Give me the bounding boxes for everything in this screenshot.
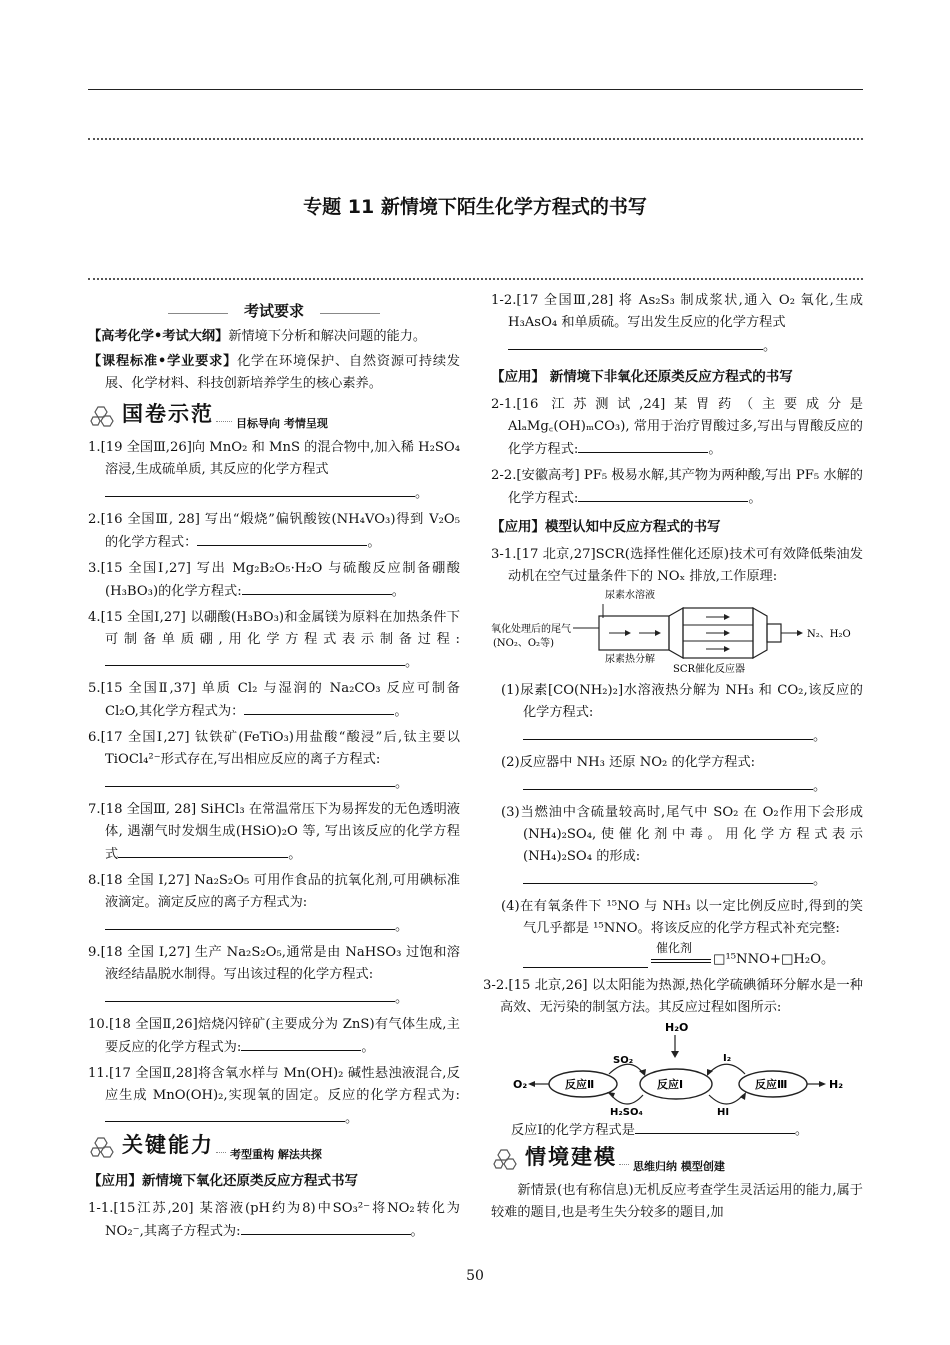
- sub-question-2: (2)反应器中 NH₃ 还原 NO₂ 的化学方程式:: [501, 755, 756, 770]
- answer-blank-2-1[interactable]: [578, 438, 708, 453]
- hex-badge-icon: [493, 1148, 521, 1172]
- inlet-label-1: 氧化处理后的尾气: [491, 624, 571, 635]
- question-8: 8.[18 全国 I,27] Na₂S₂O₅ 可用作食品的抗氧化剂,可用碘标准液滴定。滴定反应的离子方程式为:: [88, 873, 460, 910]
- answer-blank-9[interactable]: [105, 987, 395, 1002]
- question-10: 10.[18 全国Ⅱ,26]焙烧闪锌矿(主要成分为 ZnS)有气体生成,主要反应的化学方程式为: 。: [88, 1017, 460, 1055]
- question-1: 1.[19 全国Ⅲ,26]向 MnO₂ 和 MnS 的混合物中,加入稀 H₂SO₄ 溶浸,生成硫单质, 其反应的化学方程式: [88, 440, 460, 477]
- answer-blank-3-2[interactable]: [635, 1119, 795, 1134]
- banner-key-ability: [88, 1134, 460, 1164]
- answer-blank-1-1[interactable]: [241, 1220, 411, 1235]
- banner-national-subtitle: 目标导向 考情呈现: [236, 417, 328, 430]
- answer-blank-11[interactable]: [105, 1107, 345, 1122]
- answer-blank-2[interactable]: [197, 531, 367, 546]
- equation-tail: □¹⁵NNO+□H₂O。: [713, 952, 835, 967]
- closing-paragraph: 新情景(也有称信息)无机反应考查学生灵活运用的能力,属于较难的题目,也是考生失分较多的题目,加: [491, 1183, 863, 1220]
- page-number: 50: [466, 1268, 484, 1284]
- question-4: 4.[15 全国Ⅰ,27] 以硼酸(H₃BO₃)和金属镁为原料在加热条件下可制备单质硼,用化学方程式表示制备过程:。: [88, 610, 460, 670]
- header-rule: [88, 89, 863, 90]
- outlet-label: N₂、H₂O: [807, 629, 851, 640]
- question-11: 11.[17 全国Ⅱ,28]将含氧水样与 Mn(OH)₂ 碱性悬浊液混合,反应生成 MnO(OH)₂,实现氧的固定。反应的化学方程式为:。: [88, 1066, 460, 1126]
- standard-paragraph: [88, 351, 460, 395]
- answer-blank-3-1-3[interactable]: [523, 869, 813, 884]
- hi-label: HI: [717, 1107, 730, 1118]
- answer-blank-3-1-1[interactable]: [523, 725, 813, 740]
- hex-badge-icon: [90, 1136, 118, 1160]
- urea-decomp-label: 尿素热分解: [605, 654, 655, 665]
- answer-blank-7[interactable]: [118, 843, 288, 858]
- standard-text: 化学在环境保护、自然资源可持续发展、化学材料、科技创新培养学生的核心素养。: [105, 354, 460, 391]
- answer-blank-5[interactable]: [244, 700, 394, 715]
- question-3-2: 3-2.[15 北京,26] 以太阳能为热源,热化学硫碘循环分解水是一种高效、无污染的制氢方法。其反应过程如图所示:: [483, 978, 863, 1015]
- banner-key-subtitle: 考型重构 解法共探: [230, 1148, 322, 1161]
- banner-model-subtitle: 思维归纳 模型创建: [633, 1160, 725, 1173]
- left-column: 考试要求 【高考化学•考试大纲】新情境下分析和解决问题的能力。 【课程标准•学业要求】化学在环境保护、自然资源可持续发展、化学材料、科技创新培养学生的核心素养。 国卷示范 目标导向 考情呈现 1.[19 全国Ⅲ,26]向 MnO₂ 和 MnS 的混合物中,加入稀 H₂SO₄ 溶浸,生成硫单质, 其反应的化学方程式 。 2.[16 全国Ⅲ, 28] 写出“煅烧”偏钒酸铵(NH₄VO₃)得到 V₂O₅ 的化学方程式： 。 3.[15 全国Ⅰ,27] 写出 Mg₂B₂O₅·H₂O 与硫酸反应制备硼酸(H₃BO₃)的化学方程式: 。 4.[15 全国Ⅰ,27] 以硼酸(H₃BO₃)和金属镁为原料在加热条件下可制备单质硼,用化学方程式表示制备过程:。 5.[15 全国Ⅱ,37] 单质 Cl₂ 与湿润的 Na₂CO₃ 反应可制备 Cl₂O,其化学方程式为： 。 6.[17 全国Ⅰ,27] 钛铁矿(FeTiO₃)用盐酸“酸浸”后,钛主要以 TiOCl₄²⁻形式存在,写出相应反应的离子方程式: 。 7.[18 全国Ⅲ, 28] SiHCl₃ 在常温常压下为易挥发的无色透明液体, 遇潮气时发烟生成(HSiO)₂O 等, 写出该反应的化学方程式 。 8.[18 全国 I,27] Na₂S₂O₅ 可用作食品的抗氧化剂,可用碘标准液滴定。滴定反应的离子方程式为: 。 9.[18 全国 I,27] 生产 Na₂S₂O₅,通常是由 NaHSO₃ 过饱和溶液经结晶脱水制得。写出该过程的化学方程式: 。 10.[18 全国Ⅱ,26]焙烧闪锌矿(主要成分为 ZnS)有气体生成,主要反应的化学方程式为: 。 11.[17 全国Ⅱ,28]将含氧水样与 Mn(OH)₂ 碱性悬浊液混合,反应生成 MnO(OH)₂,实现氧的固定。反应的化学方程式为:。 关键能力 考型重构 解法共探 【应用】新情境下氧化还原类反应方程式书写 1-1.[15江苏,20] 某溶液(pH约为8)中SO₃²⁻将NO₂转化为 NO₂⁻,其离子方程式为: 。: [88, 298, 460, 1247]
- question-1-2: 1-2.[17 全国Ⅲ,28] 将 As₂S₃ 制成浆状,通入 O₂ 氧化,生成 H₃AsO₄ 和单质硫。写出发生反应的化学方程式: [491, 293, 863, 330]
- hex-badge-icon: [90, 405, 118, 429]
- exam-requirements-header: [88, 300, 460, 322]
- page-title: 专题 11 新情境下陌生化学方程式的书写: [303, 196, 647, 218]
- sub-question-4: (4)在有氧条件下 ¹⁵NO 与 NH₃ 以一定比例反应时,得到的笑气几乎都是 ¹⁵NNO。将该反应的化学方程式补充完整:: [501, 899, 863, 936]
- answer-blank-4[interactable]: [105, 651, 405, 666]
- so2-label: SO₂: [613, 1055, 634, 1066]
- answer-blank-6[interactable]: [105, 772, 395, 787]
- i2-label: I₂: [723, 1053, 732, 1064]
- answer-blank-1-2[interactable]: [508, 335, 763, 350]
- catalyst-equation: [491, 941, 863, 971]
- sub-question-3: (3)当燃油中含硫量较高时,尾气中 SO₂ 在 O₂作用下会形成(NH₄)₂SO₄,使催化剂中毒。用化学方程式表示(NH₄)₂SO₄ 的形成:: [501, 805, 863, 864]
- header-dotted-rule: [88, 138, 863, 140]
- reactor-label: SCR催化反应器: [673, 664, 746, 674]
- inlet-label-2: (NO₂、O₂等): [493, 638, 554, 649]
- question-2: 2.[16 全国Ⅲ, 28] 写出“煅烧”偏钒酸铵(NH₄VO₃)得到 V₂O₅ 的化学方程式： 。: [88, 512, 460, 550]
- answer-blank-2-2[interactable]: [578, 487, 748, 502]
- r3-label: 反应Ⅲ: [755, 1078, 788, 1091]
- o2-label: O₂: [513, 1078, 528, 1091]
- h2so4-label: H₂SO₄: [610, 1107, 643, 1118]
- banner-model-title: 情境建模: [525, 1144, 617, 1169]
- reaction-1-prompt: 反应Ⅰ的化学方程式是 。: [491, 1119, 863, 1142]
- answer-blank-3-1-2[interactable]: [523, 775, 813, 790]
- question-6: 6.[17 全国Ⅰ,27] 钛铁矿(FeTiO₃)用盐酸“酸浸”后,钛主要以 TiOCl₄²⁻形式存在,写出相应反应的离子方程式:: [88, 730, 460, 767]
- answer-blank-1[interactable]: [105, 482, 415, 497]
- question-3: 3.[15 全国Ⅰ,27] 写出 Mg₂B₂O₅·H₂O 与硫酸反应制备硼酸(H₃BO₃)的化学方程式: 。: [88, 561, 460, 599]
- question-5: 5.[15 全国Ⅱ,37] 单质 Cl₂ 与湿润的 Na₂CO₃ 反应可制备 Cl₂O,其化学方程式为： 。: [88, 681, 460, 719]
- catalyst-label: 催化剂: [656, 941, 693, 955]
- question-2-1: 2-1.[16 江苏测试,24]某胃药（主要成分是 AlₐMg꜀(OH)ₘCO₃), 常用于治疗胃酸过多,写出与胃酸反应的化学方程式: 。: [491, 397, 863, 457]
- question-2-2: 2-2.[安徽高考] PF₅ 极易水解,其产物为两种酸,写出 PF₅ 水解的化学方程式: 。: [491, 468, 863, 506]
- banner-key-title: 关键能力: [122, 1132, 214, 1157]
- si-cycle-diagram: [491, 1019, 863, 1119]
- h2-label: H₂: [829, 1078, 844, 1091]
- r1-label: 反应Ⅰ: [657, 1078, 684, 1091]
- banner-national: [88, 403, 460, 433]
- standard-label: 【课程标准•学业要求】: [88, 354, 238, 369]
- answer-blank-3-1-4[interactable]: [523, 953, 648, 968]
- answer-blank-10[interactable]: [241, 1036, 361, 1051]
- h2o-label: H₂O: [665, 1021, 689, 1034]
- urea-solution-label: 尿素水溶液: [605, 590, 655, 601]
- section-model-heading: 【应用】模型认知中反应方程式的书写: [491, 519, 721, 535]
- exam-requirements-title: 考试要求: [238, 302, 310, 320]
- right-column: 1-2.[17 全国Ⅲ,28] 将 As₂S₃ 制成浆状,通入 O₂ 氧化,生成 H₃AsO₄ 和单质硫。写出发生反应的化学方程式 。 【应用】 新情境下非氧化还原类反应方程式的书写 2-1.[16 江苏测试,24]某胃药（主要成分是 AlₐMg꜀(OH)ₘCO₃), 常用于治疗胃酸过多,写出与胃酸反应的化学方程式: 。 2-2.[安徽高考] PF₅ 极易水解,其产物为两种酸,写出 PF₅ 水解的化学方程式: 。 【应用】模型认知中反应方程式的书写 3-1.[17 北京,27]SCR(选择性催化还原)技术可有效降低柴油发动机在空气过量条件下的 NOₓ 排放,工作原理: 尿素水溶液 氧化处理后的尾气 (NO₂、O₂等) N₂、H₂O 尿素热分解 SCR催化反应器 (1)尿素[CO(NH₂)₂]水溶液热分解为 NH₃ 和 CO₂,该反应的化学方程式: 。 (2)反应器中 NH₃ 还原 NO₂ 的化学方程式: 。 (3)当燃油中含硫量较高时,尾气中 SO₂ 在 O₂作用下会形成(NH₄)₂SO₄,使催化剂中毒。用化学方程式表示(NH₄)₂SO₄ 的形成: 。 (4)在有氧条件下 ¹⁵NO 与 NH₃ 以一定比例反应时,得到的笑气几乎都是 ¹⁵NNO。将该反应的化学方程式补充完整: 催化剂 □¹⁵NNO+□H₂O。 3-2.[15 北京,26] 以太阳能为热源,热化学硫碘循环分解水是一种高效、无污染的制氢方法。其反应过程如图所示: H₂O 反应Ⅱ 反应Ⅰ 反应Ⅲ SO₂ H₂SO₄ I₂ HI O₂ H₂ 反应Ⅰ的化学方程式是 。 情境建模 思维归纳 模型创建 新情景(也有称信息)无机反应考查学生灵活运用的能力,属于较难的题目,也是考生失分较多的题目,加: [491, 290, 863, 1227]
- question-7: 7.[18 全国Ⅲ, 28] SiHCl₃ 在常温常压下为易挥发的无色透明液体, 遇潮气时发烟生成(HSiO)₂O 等, 写出该反应的化学方程式 。: [88, 802, 460, 862]
- title-dotted-rule: [88, 278, 863, 280]
- sub-question-1: (1)尿素[CO(NH₂)₂]水溶液热分解为 NH₃ 和 CO₂,该反应的化学方程式:: [501, 683, 863, 720]
- question-3-1: 3-1.[17 北京,27]SCR(选择性催化还原)技术可有效降低柴油发动机在空气过量条件下的 NOₓ 排放,工作原理:: [491, 547, 863, 584]
- syllabus-paragraph: [88, 326, 460, 348]
- banner-national-title: 国卷示范: [122, 401, 214, 426]
- answer-blank-8[interactable]: [105, 915, 395, 930]
- syllabus-label: 【高考化学•考试大纲】: [88, 329, 229, 344]
- scr-diagram: [491, 588, 863, 674]
- banner-situation-model: [491, 1146, 863, 1176]
- question-9: 9.[18 全国 I,27] 生产 Na₂S₂O₅,通常是由 NaHSO₃ 过饱和溶液经结晶脱水制得。写出该过程的化学方程式:: [88, 945, 460, 982]
- section-redox-heading: 【应用】新情境下氧化还原类反应方程式书写: [88, 1173, 358, 1189]
- syllabus-text: 新情境下分析和解决问题的能力。: [228, 329, 427, 344]
- r2-label: 反应Ⅱ: [565, 1078, 595, 1091]
- answer-blank-3[interactable]: [242, 580, 392, 595]
- question-1-1: 1-1.[15江苏,20] 某溶液(pH约为8)中SO₃²⁻将NO₂转化为 NO₂⁻,其离子方程式为: 。: [88, 1201, 460, 1239]
- section-nonredox-heading: 【应用】 新情境下非氧化还原类反应方程式的书写: [491, 369, 793, 385]
